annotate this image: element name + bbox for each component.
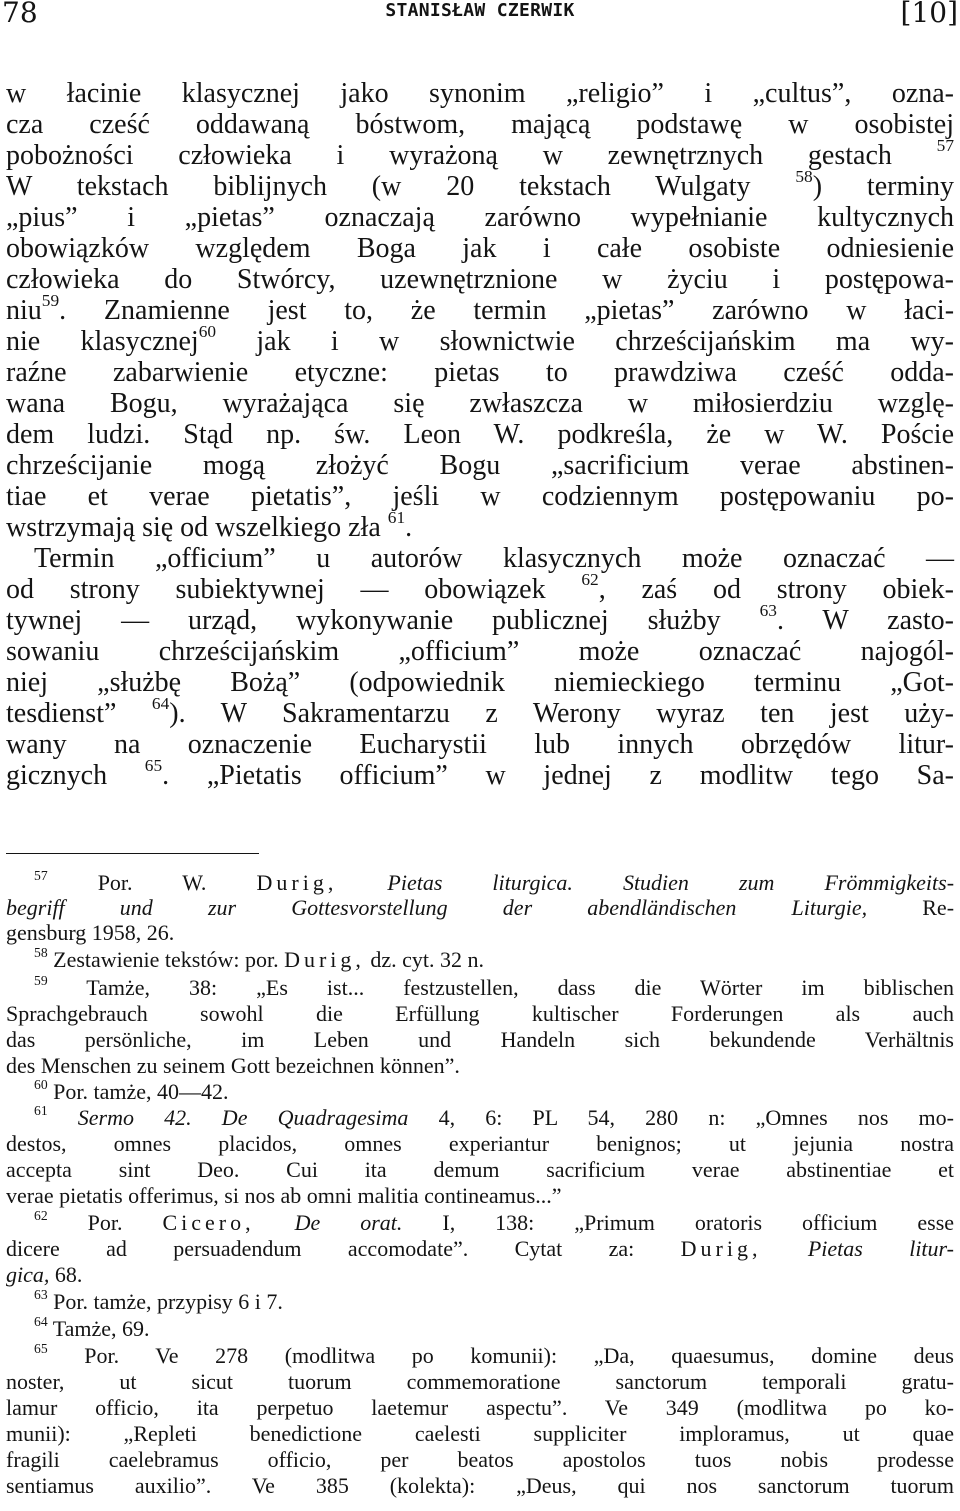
body-line-text: niu [6, 295, 42, 326]
author-name: Durig, [680, 1236, 762, 1261]
page-header [0, 0, 960, 30]
footnote-number: 65 [34, 1340, 48, 1356]
footnote-line: sentiamus auxilio”. Ve 385 (kolekta): „Deus, qui nos sanctorum tuorum [6, 1473, 954, 1498]
body-line [6, 322, 954, 357]
footnote-ref: 64 [151, 694, 170, 714]
body-line: Termin „officium” u autorów klasycznych może oznaczać — [34, 543, 954, 574]
footnote-line: des Menschen zu seinem Gott bezeichnen können”. [6, 1053, 460, 1078]
footnote-number: 58 [34, 944, 48, 960]
author-name: Durig, [284, 947, 365, 972]
footnote-number: 64 [34, 1313, 48, 1329]
body-line: wany na oznaczenie Eucharystii lub innych obrzędów litur- [6, 729, 954, 760]
footnote-line: das persönliche, im Leben und Handeln sich bekundende Verhältnis [6, 1027, 954, 1052]
body-line-text: tesdienst” [6, 698, 117, 729]
footnote-separator [6, 853, 259, 854]
footnote-line: gica, 68. [6, 1262, 83, 1287]
body-line-text: Znamienne jest to, że termin „pietas” zarówno w łaci- [103, 295, 955, 326]
body-line: „pius” i „pietas” oznaczają zarówno wypełnianie kultycznych [6, 202, 954, 233]
body-line [6, 756, 954, 791]
footnote-line: dicere ad persuadendum accomodate”. Cytat za: Durig, Pietas litur- [6, 1236, 954, 1261]
body-line-text: tywnej — urząd, wykonywanie publicznej służby [6, 605, 721, 636]
body-line: tiae et verae pietatis”, jeśli w codziennym postępowaniu po- [6, 481, 954, 512]
footnote-line: $^{59}$ Tamże, 38: „Es ist... festzustellen, dass die Wörter im biblischen [34, 972, 954, 1000]
footnote-ref: 60 [198, 322, 217, 342]
footnote-number: 63 [34, 1286, 48, 1302]
footnote-line: $^{64}$ Tamże, 69. [34, 1313, 150, 1341]
footnote-ref: 58 [795, 167, 813, 187]
body-line: w łacinie klasycznej jako synonim „religio” i „cultus”, ozna- [6, 78, 954, 109]
footnote-number: 61 [34, 1102, 48, 1118]
body-line-text: nie klasycznej [6, 326, 199, 357]
footnote-line: lamur officio, ita perpetuo laetemur aspectu”. Ve 349 (modlitwa po ko- [6, 1395, 954, 1420]
footnote-number: 59 [34, 972, 48, 988]
book-title: begriff und zur Gottesvorstellung der abendländischen Liturgie, [6, 895, 868, 920]
footnote-number: 62 [34, 1207, 48, 1223]
body-line: cza cześć oddawaną bóstwom, mającą podstawę w osobistej [6, 109, 954, 140]
body-line-text: ) terminy [812, 171, 954, 202]
body-line: sowaniu chrześcijańskim „officium” może oznaczać najogól- [6, 636, 954, 667]
body-line: chrześcijanie mogą złożyć Bogu „sacrificium verae abstinen- [6, 450, 954, 481]
running-title: STANISŁAW CZERWIK [385, 0, 575, 21]
author-name: Cicero, [162, 1210, 255, 1235]
footnote-line: verae pietatis offerimus, si nos ab omni malitia contineamus...” [6, 1183, 562, 1208]
footnote-line: fragili caelebramus officio, per beatos apostolos tuos nobis prodesse [6, 1447, 954, 1472]
footnote-line: $^{57}$ Por. W. Durig, Pietas liturgica. Studien zum Frömmigkeits- [34, 867, 955, 895]
body-line-text: . W zasto- [776, 605, 955, 636]
footnote-line: begriff und zur Gottesvorstellung der abendländischen Liturgie, Re- [6, 895, 955, 920]
body-line-text: W tekstach biblijnych (w 20 tekstach Wulgaty [6, 171, 751, 202]
footnote-ref: 59 [41, 291, 60, 311]
body-line: obowiązków względem Boga jak i całe osobiste odniesienie [6, 233, 954, 264]
body-line: niej „służbę Bożą” (odpowiednik niemieckiego terminu „Got- [6, 667, 954, 698]
footnote-number: 57 [34, 867, 48, 883]
body-line-text: jak i w słownictwie chrześcijańskim ma wy- [256, 326, 954, 357]
footnote-line: $^{62}$ Por. Cicero, De orat. I, 138: „Primum oratoris officium esse [34, 1207, 955, 1235]
book-title: Pietas liturgica. Studien zum Frömmigkeits- [387, 870, 955, 895]
footnote-line: accepta sint Deo. Cui ita demum sacrificium verae abstinentiae et [6, 1157, 954, 1182]
footnote-ref: 65 [144, 756, 163, 776]
footnote-line: Sprachgebrauch sowohl die Erfüllung kultischer Forderungen als auch [6, 1001, 954, 1026]
footnote-ref: 62 [581, 570, 599, 590]
body-line-text: gicznych [6, 760, 108, 791]
footnote-number: 60 [34, 1076, 48, 1092]
body-line-text: pobożności człowieka i wyrażoną w zewnętrznych gestach [6, 140, 892, 171]
footnote-ref: 63 [759, 601, 777, 621]
footnote-line: $^{63}$ Por. tamże, przypisy 6 i 7. [34, 1286, 283, 1314]
footnote-line: destos, omnes placidos, omnes experiantur benignos; ut jejunia nostra [6, 1131, 954, 1156]
body-line: raźne zabarwienie etyczne: pietas to prawdziwa cześć odda- [6, 357, 954, 388]
page-number: 78 [2, 0, 38, 29]
footnote-line: noster, ut sicut tuorum commemoratione sanctorum temporali gratu- [6, 1369, 954, 1394]
book-title: gica, [6, 1262, 50, 1287]
footnote-line: munii): „Repleti benedictione caelesti suppliciter imploramus, ut quae [6, 1421, 954, 1446]
body-line [6, 167, 954, 202]
book-title: Pietas litur- [807, 1236, 954, 1261]
body-line [6, 570, 954, 605]
body-line: wana Bogu, wyrażająca się zwłaszcza w miłosierdziu wzglę- [6, 388, 954, 419]
footnote-line: gensburg 1958, 26. [6, 920, 175, 945]
footnote-line: $^{60}$ Por. tamże, 40—42. [34, 1076, 229, 1104]
footnote-ref: 61 [387, 508, 406, 528]
body-line: człowieka do Stwórcy, uzewnętrznione w życiu i postępowa- [6, 264, 954, 295]
body-line: dem ludzi. Stąd np. św. Leon W. podkreśla, że w W. Poście [6, 419, 954, 450]
footnote-line: $^{58}$ Zestawienie tekstów: por. Durig, dz. cyt. 32 n. [34, 944, 485, 972]
section-number: [10] [900, 0, 958, 29]
work-title: De orat. [294, 1210, 403, 1235]
author-name: Durig, [256, 870, 338, 895]
body-line: niu$^{59}$. Znamienne jest to, że termin „pietas” zarówno w łaci- [6, 291, 955, 326]
work-title: Sermo 42. De Quadragesima [77, 1105, 409, 1130]
footnote-line: $^{65}$ Por. Ve 278 (modlitwa po komunii): „Da, quaesumus, domine deus [34, 1340, 954, 1368]
footnote-line: $^{61}$ Sermo 42. De Quadragesima 4, 6: PL 54, 280 n: „Omnes nos mo- [34, 1102, 954, 1130]
body-line [6, 601, 955, 636]
body-line-text: , zaś od strony obiek- [598, 574, 954, 605]
footnote-ref: 57 [936, 136, 954, 156]
body-line-text: wstrzymają się od wszelkiego zła [6, 512, 381, 543]
body-line [6, 694, 954, 729]
body-line: wstrzymają się od wszelkiego zła $^{61}$. [6, 508, 413, 543]
body-line-text: od strony subiektywnej — obowiązek [6, 574, 546, 605]
body-line-text: . „Pietatis officium” w jednej z modlitw tego Sa- [162, 760, 954, 791]
body-line-text: ). W Sakramentarzu z Werony wyraz ten jest uży- [169, 698, 954, 729]
